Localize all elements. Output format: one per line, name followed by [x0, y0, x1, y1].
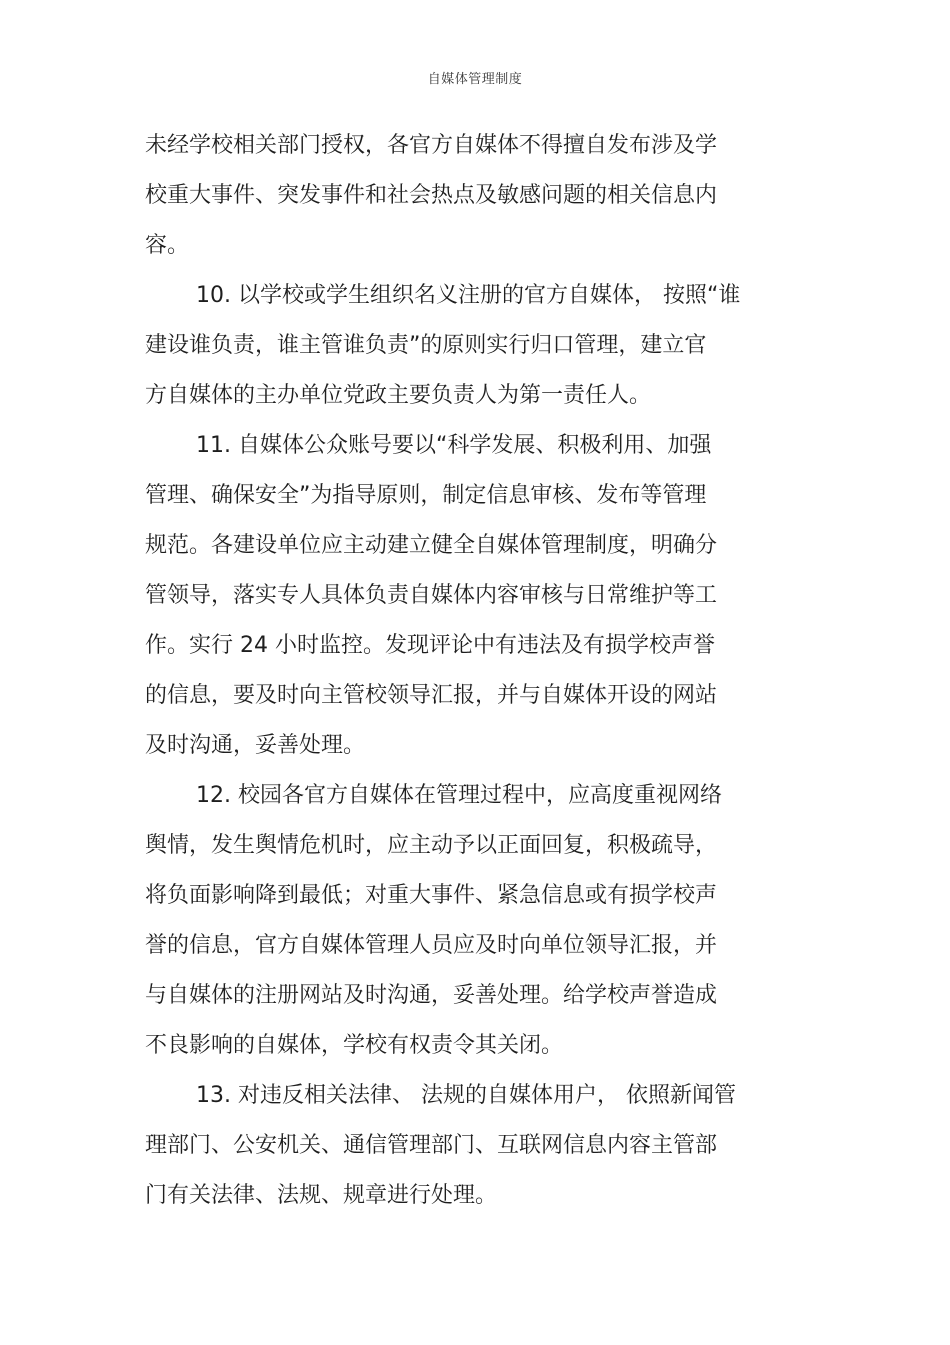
body-line: 与自媒体的注册网站及时沟通，妥善处理。给学校声誉造成 [145, 983, 718, 1008]
body-line: 舆情，发生舆情危机时，应主动予以正面回复，积极疏导， [145, 833, 718, 858]
paragraph-13-first-line: 13. 对违反相关法律、 法规的自媒体用户， 依照新闻管 [196, 1083, 736, 1108]
body-line: 理部门、公安机关、通信管理部门、互联网信息内容主管部 [145, 1133, 718, 1158]
body-line: 管领导，落实专人具体负责自媒体内容审核与日常维护等工 [145, 583, 718, 608]
body-line: 规范。各建设单位应主动建立健全自媒体管理制度，明确分 [145, 533, 718, 558]
paragraph-10-first-line: 10. 以学校或学生组织名义注册的官方自媒体， 按照“谁 [196, 283, 741, 308]
paragraph-12-first-line: 12. 校园各官方自媒体在管理过程中，应高度重视网络 [196, 783, 722, 808]
body-line: 誉的信息，官方自媒体管理人员应及时向单位领导汇报，并 [145, 933, 718, 958]
body-line: 的信息，要及时向主管校领导汇报，并与自媒体开设的网站 [145, 683, 718, 708]
body-line: 门有关法律、法规、规章进行处理。 [145, 1183, 498, 1208]
body-line: 作。实行 24 小时监控。发现评论中有违法及有损学校声誉 [145, 633, 715, 658]
body-line: 校重大事件、突发事件和社会热点及敏感问题的相关信息内 [145, 183, 718, 208]
body-line: 未经学校相关部门授权，各官方自媒体不得擅自发布涉及学 [145, 133, 718, 158]
paragraph-11-first-line: 11. 自媒体公众账号要以“科学发展、积极利用、加强 [196, 433, 712, 458]
body-line: 不良影响的自媒体，学校有权责令其关闭。 [145, 1033, 564, 1058]
body-line: 及时沟通，妥善处理。 [145, 733, 366, 758]
body-line: 容。 [145, 233, 190, 258]
body-line: 管理、确保安全”为指导原则，制定信息审核、发布等管理 [145, 483, 707, 508]
body-line: 将负面影响降到最低；对重大事件、紧急信息或有损学校声 [145, 883, 718, 908]
body-line: 方自媒体的主办单位党政主要负责人为第一责任人。 [145, 383, 652, 408]
body-line: 建设谁负责，谁主管谁负责”的原则实行归口管理，建立官 [145, 333, 707, 358]
page-header: 自媒体管理制度 [427, 72, 523, 87]
